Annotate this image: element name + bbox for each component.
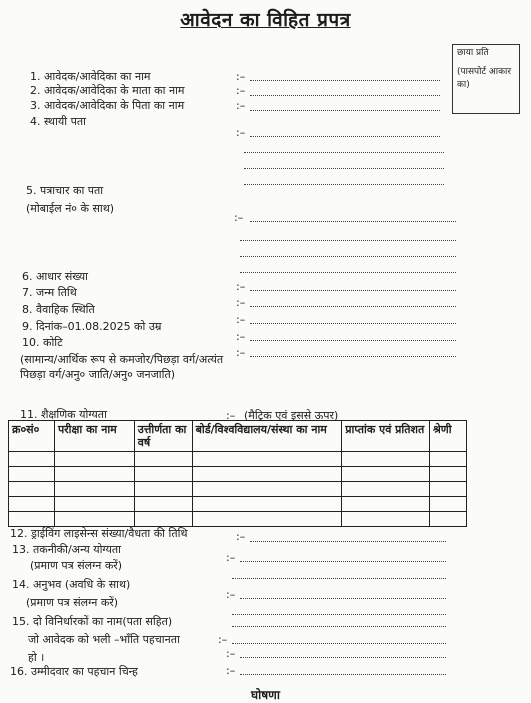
table-cell[interactable] <box>9 482 55 497</box>
table-row <box>9 497 467 512</box>
input-technical-qualification[interactable] <box>240 561 446 562</box>
table-cell[interactable] <box>430 452 467 467</box>
colon: :– <box>236 296 246 309</box>
field-label-marital-status: 8. वैवाहिक स्थिति <box>22 303 95 316</box>
input-experience[interactable] <box>240 598 446 599</box>
table-cell[interactable] <box>342 512 430 527</box>
colon: :– <box>234 211 244 224</box>
input-age[interactable] <box>250 340 456 341</box>
input-referees-line[interactable] <box>232 643 446 644</box>
field-label-mobile-note: (मोबाईल नं० के साथ) <box>26 202 115 215</box>
input-dob[interactable] <box>250 306 456 307</box>
table-row <box>9 452 467 467</box>
colon: :– <box>236 280 246 293</box>
colon: :– <box>236 99 246 112</box>
field-label-applicant-name: 1. आवेदक/आवेदिका का नाम <box>30 70 151 83</box>
col-header-board: बोर्ड/विश्वविद्यालय/संस्था का नाम <box>192 421 342 452</box>
table-cell[interactable] <box>9 467 55 482</box>
input-referees[interactable] <box>232 626 446 627</box>
table-cell[interactable] <box>342 467 430 482</box>
table-cell[interactable] <box>342 497 430 512</box>
input-marital-status[interactable] <box>250 323 456 324</box>
table-cell[interactable] <box>430 482 467 497</box>
photo-box <box>452 44 520 114</box>
field-label-dob: 7. जन्म तिथि <box>22 286 77 299</box>
photo-label: छाया प्रति <box>457 48 489 58</box>
col-header-serial: क्र०सं० <box>9 421 55 452</box>
table-row <box>9 512 467 527</box>
colon: :– <box>226 588 236 601</box>
table-cell[interactable] <box>430 497 467 512</box>
form-title: आवेदन का विहित प्रपत्र <box>180 9 351 31</box>
field-label-mother-name: 2. आवेदक/आवेदिका के माता का नाम <box>30 84 185 97</box>
colon: :– <box>226 409 236 422</box>
table-cell[interactable] <box>134 497 192 512</box>
field-label-technical-qualification: 13. तकनीकी/अन्य योग्यता <box>12 543 122 556</box>
field-label-referees-line3: हो । <box>28 651 45 664</box>
colon: :– <box>236 313 246 326</box>
field-label-referees: 15. दो विनिर्धारकों का नाम(पता सहित) <box>12 615 173 628</box>
table-cell[interactable] <box>9 512 55 527</box>
table-cell[interactable] <box>430 512 467 527</box>
input-permanent-address-line[interactable] <box>244 184 444 185</box>
table-cell[interactable] <box>54 467 134 482</box>
colon: :– <box>236 530 246 543</box>
field-label-category: 10. कोटि <box>22 336 63 349</box>
table-cell[interactable] <box>134 512 192 527</box>
field-label-referees-line2: जो आवेदक को भली –भाँति पहचानता <box>28 633 180 646</box>
field-label-identification-mark: 16. उम्मीदवार का पहचान चिन्ह <box>10 665 138 678</box>
table-cell[interactable] <box>54 482 134 497</box>
field-label-father-name: 3. आवेदक/आवेदिका के पिता का नाम <box>30 99 185 112</box>
table-header-row <box>9 421 467 452</box>
table-cell[interactable] <box>192 452 342 467</box>
table-row <box>9 467 467 482</box>
input-category[interactable] <box>250 356 456 357</box>
field-label-permanent-address: 4. स्थायी पता <box>30 115 87 128</box>
input-applicant-name[interactable] <box>250 80 440 81</box>
certificate-note: (प्रमाण पत्र संलग्न करें) <box>26 596 119 609</box>
input-experience-line[interactable] <box>232 614 446 615</box>
colon: :– <box>236 330 246 343</box>
colon: :– <box>226 647 236 660</box>
field-label-experience: 14. अनुभव (अवधि के साथ) <box>12 578 131 591</box>
input-mother-name[interactable] <box>250 95 440 96</box>
table-cell[interactable] <box>192 482 342 497</box>
col-header-marks: प्राप्तांक एवं प्रतिशत <box>342 421 430 452</box>
field-label-correspondence-address: 5. पत्राचार का पता <box>26 184 104 197</box>
category-options-note: (सामान्य/आर्थिक रूप से कमजोर/पिछड़ा वर्ग/अत्यंत पिछड़ा वर्ग/अनु० जाति/अनु० जनजाति) <box>20 353 224 381</box>
table-cell[interactable] <box>9 497 55 512</box>
input-permanent-address[interactable] <box>250 136 440 137</box>
table-cell[interactable] <box>192 497 342 512</box>
input-correspondence-address[interactable] <box>250 221 456 222</box>
input-correspondence-address-line[interactable] <box>240 272 456 273</box>
field-label-age: 9. दिनांक–01.08.2025 को उम्र <box>22 320 162 333</box>
input-father-name[interactable] <box>250 110 440 111</box>
table-cell[interactable] <box>192 512 342 527</box>
field-label-driving-license: 12. ड्राईविंग लाइसेन्स संख्या/वैधता की तिथि <box>10 527 188 540</box>
field-label-education: 11. शैक्षणिक योग्यता <box>20 408 107 421</box>
table-cell[interactable] <box>192 467 342 482</box>
col-header-division: श्रेणी <box>430 421 467 452</box>
input-driving-license[interactable] <box>250 541 446 542</box>
table-cell[interactable] <box>134 467 192 482</box>
colon: :– <box>236 126 246 139</box>
input-aadhaar[interactable] <box>250 290 456 291</box>
colon: :– <box>226 664 236 677</box>
input-referees-line[interactable] <box>240 657 446 658</box>
input-technical-qualification-line[interactable] <box>232 578 446 579</box>
input-permanent-address-line[interactable] <box>244 168 444 169</box>
table-cell[interactable] <box>134 482 192 497</box>
col-header-exam: परीक्षा का नाम <box>54 421 134 452</box>
table-cell[interactable] <box>342 482 430 497</box>
col-header-year: उत्तीर्णता का वर्ष <box>134 421 192 452</box>
education-table <box>8 420 467 527</box>
colon: :– <box>226 551 236 564</box>
declaration-heading: घोषणा <box>251 688 280 702</box>
table-cell[interactable] <box>342 452 430 467</box>
table-cell[interactable] <box>430 467 467 482</box>
colon: :– <box>218 633 228 646</box>
certificate-note: (प्रमाण पत्र संलग्न करें) <box>30 559 123 572</box>
colon: :– <box>236 70 246 83</box>
table-cell[interactable] <box>54 452 134 467</box>
input-permanent-address-line[interactable] <box>244 152 444 153</box>
input-identification-mark[interactable] <box>240 674 446 675</box>
input-correspondence-address-line[interactable] <box>240 240 456 241</box>
table-row <box>9 482 467 497</box>
field-label-aadhaar: 6. आधार संख्या <box>22 270 88 283</box>
photo-size-note: (पासपोर्ट आकार का) <box>457 67 512 90</box>
colon: :– <box>236 84 246 97</box>
education-note: (मैट्रिक एवं इससे ऊपर) <box>244 409 339 422</box>
table-cell[interactable] <box>54 497 134 512</box>
colon: :– <box>236 346 246 359</box>
table-cell[interactable] <box>134 452 192 467</box>
table-cell[interactable] <box>9 452 55 467</box>
input-correspondence-address-line[interactable] <box>240 256 456 257</box>
table-cell[interactable] <box>54 512 134 527</box>
